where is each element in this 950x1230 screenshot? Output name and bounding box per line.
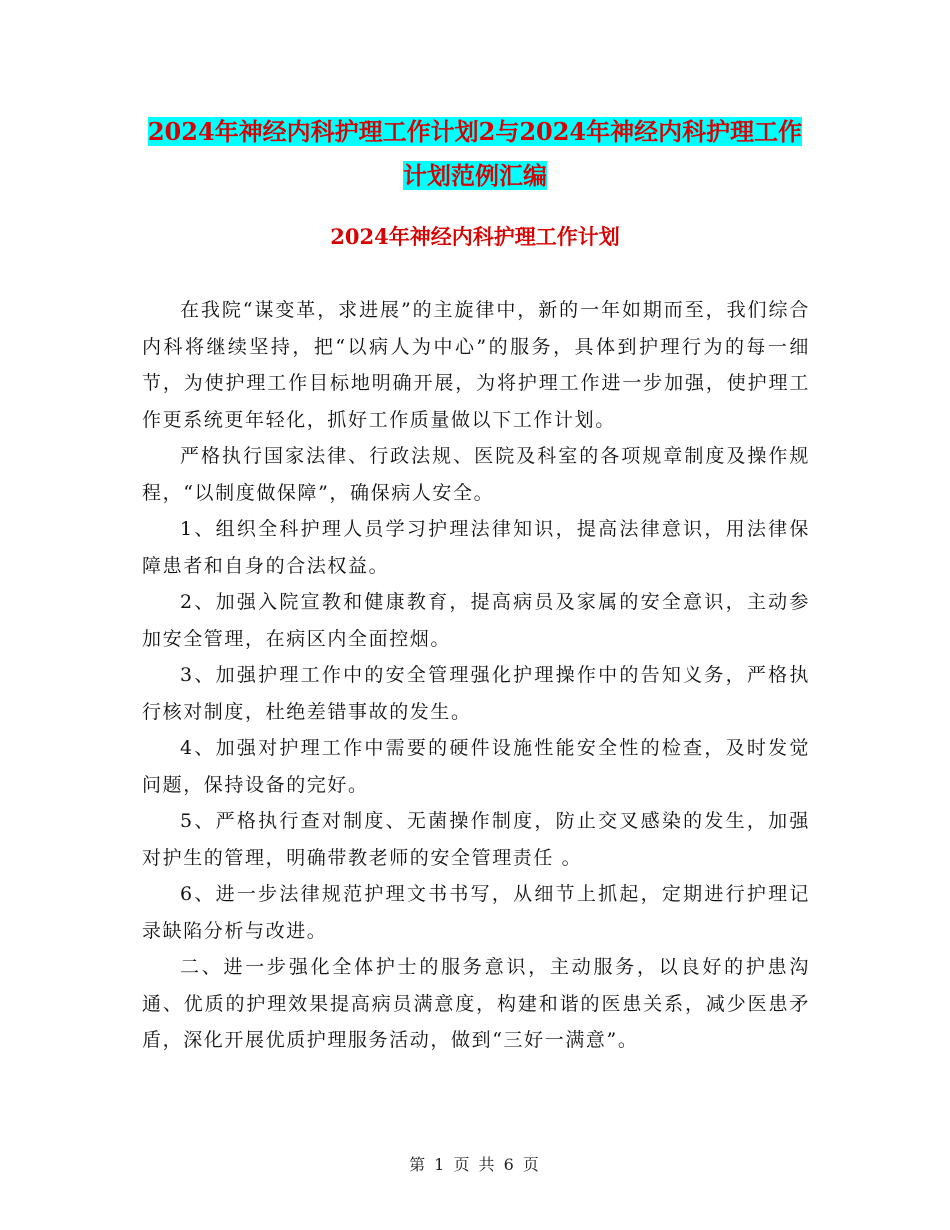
- paragraph: 5、严格执行查对制度、无菌操作制度，防止交叉感染的发生，加强对护生的管理，明确带教老师的安全管理责任 。: [142, 810, 810, 869]
- document-title-text: 2024年神经内科护理工作计划2与2024年神经内科护理工作计划范例汇编: [147, 117, 803, 190]
- paragraph: 二、进一步强化全体护士的服务意识，主动服务，以良好的护患沟通、优质的护理效果提高病员满意度，构建和谐的医患关系，减少医患矛盾，深化开展优质护理服务活动，做到“三好一满意”。: [142, 956, 810, 1051]
- document-body: [142, 292, 810, 1059]
- paragraph: 4、加强对护理工作中需要的硬件设施性能安全性的检查，及时发觉问题，保持设备的完好。: [142, 737, 810, 796]
- paragraph: 1、组织全科护理人员学习护理法律知识，提高法律意识，用法律保障患者和自身的合法权益。: [142, 518, 810, 577]
- paragraph: 2、加强入院宣教和健康教育，提高病员及家属的安全意识，主动参加安全管理，在病区内全面控烟。: [142, 591, 810, 650]
- paragraph: 严格执行国家法律、行政法规、医院及科室的各项规章制度及操作规程，“以制度做保障”，确保病人安全。: [142, 445, 810, 504]
- document-title: [140, 110, 810, 198]
- section-title: 2024年神经内科护理工作计划: [330, 224, 620, 249]
- paragraph: 在我院“谋变革，求进展”的主旋律中，新的一年如期而至，我们综合内科将继续坚持，把“以病人为中心”的服务，具体到护理行为的每一细节，为使护理工作目标地明确开展，为将护理工作进一步加强，使护理工作更系统更年轻化，抓好工作质量做以下工作计划。: [142, 299, 810, 431]
- paragraph: 3、加强护理工作中的安全管理强化护理操作中的告知义务，严格执行核对制度，杜绝差错事故的发生。: [142, 664, 810, 723]
- paragraph: 6、进一步法律规范护理文书书写，从细节上抓起，定期进行护理记录缺陷分析与改进。: [142, 883, 810, 942]
- page-number-footer: 第 1 页 共 6 页: [409, 1155, 541, 1174]
